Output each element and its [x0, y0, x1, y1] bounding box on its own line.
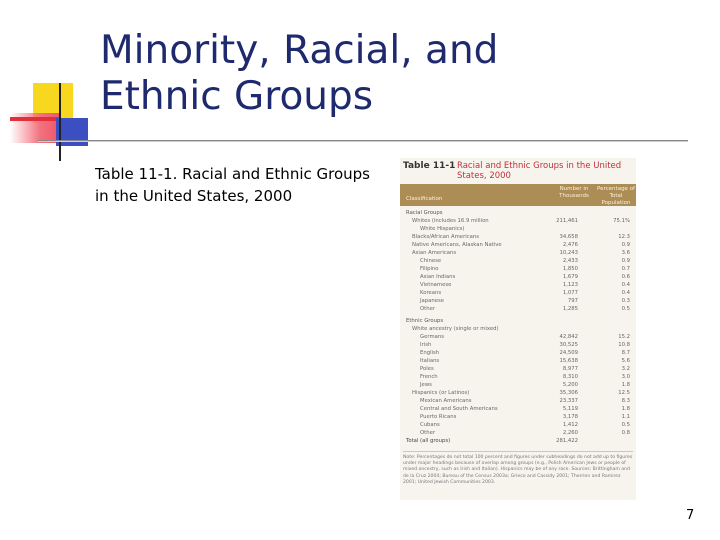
- table-row: [400, 397, 636, 405]
- row-percentage: 5.6: [621, 358, 630, 364]
- table-row: [400, 341, 636, 349]
- row-label: Other: [420, 306, 436, 312]
- table-row: [400, 289, 636, 297]
- table-row: [400, 233, 636, 241]
- row-label: Asian Indians: [420, 274, 456, 280]
- row-number: 42,842: [559, 334, 578, 340]
- row-label: English: [420, 350, 440, 356]
- column-header-percentage: Percentage of Total Population: [597, 186, 635, 206]
- row-number: 1,679: [562, 274, 578, 280]
- table-row: [400, 373, 636, 381]
- row-label: White Hispanics): [420, 226, 465, 232]
- row-percentage: 12.3: [618, 234, 630, 240]
- table-row: [400, 413, 636, 421]
- row-percentage: 0.9: [621, 258, 630, 264]
- row-number: 23,337: [559, 398, 578, 404]
- row-percentage: 0.8: [621, 430, 630, 436]
- table-row: [400, 429, 636, 437]
- row-percentage: 0.5: [621, 422, 630, 428]
- row-number: 30,525: [559, 342, 578, 348]
- table-row: [400, 257, 636, 265]
- table-row: [400, 241, 636, 249]
- row-label: Chinese: [420, 258, 442, 264]
- row-label: Hispanics (or Latinos): [412, 390, 470, 396]
- row-label: White ancestry (single or mixed): [412, 326, 499, 332]
- row-number: 211,461: [556, 218, 578, 224]
- row-percentage: 1.8: [621, 382, 630, 388]
- row-number: 24,509: [559, 350, 578, 356]
- title-underline-shadow: [38, 141, 688, 142]
- row-label: Poles: [420, 366, 434, 372]
- row-label: Other: [420, 430, 436, 436]
- row-percentage: 1.1: [621, 414, 630, 420]
- row-number: 2,476: [562, 242, 578, 248]
- row-percentage: 3.2: [621, 366, 630, 372]
- table-row: [400, 365, 636, 373]
- row-label: Mexican Americans: [420, 398, 472, 404]
- table-note: Note: Percentages do not total 100 percent and figures under subheadings do not add up to figures under major headings because of overlap among groups (e.g., Polish American Jews or people of mixed ancestry, such as Irish and Italian). Hispanics may be of any race. Sources: Brittingham and de la Cruz 2004; Bureau of the Census 2003a; Grieco and Cassidy 2001; Therrien and Ramirez 2001; United Jewish Communities 2003.: [403, 451, 633, 486]
- row-label: Whites (includes 16.9 million: [412, 218, 489, 224]
- row-percentage: 0.6: [621, 274, 630, 280]
- table-row: [400, 297, 636, 305]
- row-label: Cubans: [420, 422, 440, 428]
- row-number: 15,638: [559, 358, 578, 364]
- page-number: 7: [686, 508, 695, 523]
- row-label: Central and South Americans: [420, 406, 498, 412]
- row-number: 1,412: [562, 422, 578, 428]
- row-label: Blacks/African Americans: [412, 234, 479, 240]
- row-percentage: 10.8: [618, 342, 630, 348]
- table-row: [400, 281, 636, 289]
- table-row: [400, 333, 636, 341]
- title-decoration-red-stripe: [10, 117, 60, 121]
- row-number: 3,178: [562, 414, 578, 420]
- table-row: [400, 225, 636, 233]
- row-label: Japanese: [420, 298, 445, 304]
- column-header-number: Number in Thousands: [559, 186, 589, 199]
- table-body: [400, 206, 636, 445]
- table-row: [400, 249, 636, 257]
- table-section-row: [400, 317, 636, 325]
- table-row: [400, 405, 636, 413]
- row-number: 1,123: [562, 282, 578, 288]
- table-total-row: [400, 437, 636, 445]
- row-percentage: 15.2: [618, 334, 630, 340]
- row-percentage: 0.5: [621, 306, 630, 312]
- row-number: 1,850: [562, 266, 578, 272]
- table-column-header: [400, 184, 636, 206]
- row-label: Italians: [420, 358, 440, 364]
- row-label: Asian Americans: [412, 250, 457, 256]
- table-row: [400, 273, 636, 281]
- row-number: 1,077: [562, 290, 578, 296]
- row-label: Vietnamese: [420, 282, 452, 288]
- row-label: Racial Groups: [406, 210, 443, 216]
- row-label: Ethnic Groups: [406, 318, 444, 324]
- row-percentage: 1.8: [621, 406, 630, 412]
- row-number: 35,306: [559, 390, 578, 396]
- row-number: 34,658: [559, 234, 578, 240]
- row-number: 8,310: [562, 374, 578, 380]
- row-label: Native Americans, Alaskan Native: [412, 242, 502, 248]
- table-row: [400, 349, 636, 357]
- row-number: 10,243: [559, 250, 578, 256]
- table-row: [400, 305, 636, 313]
- row-percentage: 3.0: [621, 374, 630, 380]
- table-title: Racial and Ethnic Groups in the United States, 2000: [457, 161, 622, 181]
- row-percentage: 3.6: [621, 250, 630, 256]
- row-percentage: 0.7: [621, 266, 630, 272]
- slide-title-line1: Minority, Racial, and: [100, 28, 499, 73]
- row-percentage: 0.3: [621, 298, 630, 304]
- row-label: Koreans: [420, 290, 442, 296]
- row-number: 2,433: [562, 258, 578, 264]
- table-image-header: [400, 158, 636, 184]
- slide-title-line2: Ethnic Groups: [100, 74, 374, 119]
- row-label: Total (all groups): [406, 438, 451, 444]
- row-number: 8,977: [562, 366, 578, 372]
- table-row: [400, 389, 636, 397]
- row-number: 5,200: [562, 382, 578, 388]
- row-label: Puerto Ricans: [420, 414, 457, 420]
- table-row: [400, 381, 636, 389]
- row-label: Irish: [420, 342, 432, 348]
- row-number: 5,119: [562, 406, 578, 412]
- table-row: [400, 421, 636, 429]
- row-number: 2,260: [562, 430, 578, 436]
- table-caption: Table 11-1. Racial and Ethnic Groups in the United States, 2000: [95, 165, 370, 205]
- slide-title: [100, 28, 660, 120]
- row-number: 797: [567, 298, 578, 304]
- row-label: French: [420, 374, 438, 380]
- table-row: [400, 357, 636, 365]
- row-number: 1,285: [562, 306, 578, 312]
- row-percentage: 8.7: [621, 350, 630, 356]
- row-label: Filipino: [420, 266, 439, 272]
- table-row: [400, 325, 636, 333]
- table-section-row: [400, 209, 636, 217]
- column-header-classification: Classification: [406, 196, 443, 202]
- row-number: 281,422: [556, 438, 578, 444]
- row-percentage: 0.4: [621, 282, 630, 288]
- row-percentage: 0.4: [621, 290, 630, 296]
- table-row: [400, 217, 636, 225]
- title-decoration-vertical-line: [59, 83, 61, 161]
- row-percentage: 75.1%: [613, 218, 630, 224]
- row-percentage: 8.3: [621, 398, 630, 404]
- row-percentage: 12.5: [618, 390, 630, 396]
- table-row: [400, 265, 636, 273]
- row-label: Jews: [420, 382, 432, 388]
- row-percentage: 0.9: [621, 242, 630, 248]
- table-number: Table 11-1: [403, 161, 456, 171]
- table-image: [400, 158, 636, 500]
- row-label: Germans: [420, 334, 444, 340]
